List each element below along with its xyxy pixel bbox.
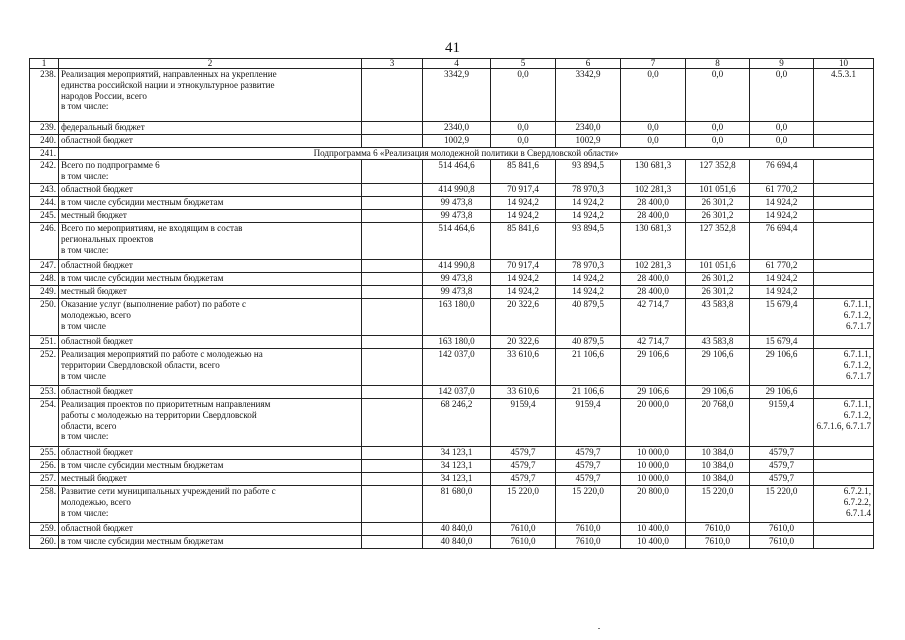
row-name: Развитие сети муниципальных учреждений по работе с молодежью, всего в том числе:	[59, 486, 362, 523]
cell-col7: 10 000,0	[621, 460, 686, 473]
cell-col7: 28 400,0	[621, 197, 686, 210]
row-name: в том числе субсидии местным бюджетам	[59, 197, 362, 210]
cell-col3	[362, 523, 423, 536]
cell-col6: 14 924,2	[556, 210, 621, 223]
cell-col7: 42 714,7	[621, 336, 686, 349]
cell-col7: 20 000,0	[621, 399, 686, 447]
table-row	[30, 486, 874, 523]
row-name: областной бюджет	[59, 260, 362, 273]
cell-col6: 3342,9	[556, 69, 621, 122]
cell-col8: 10 384,0	[686, 460, 750, 473]
row-number: 247.	[30, 260, 59, 273]
table-row	[30, 273, 874, 286]
target-codes	[814, 210, 874, 223]
cell-col9: 29 106,6	[750, 386, 814, 399]
row-number: 251.	[30, 336, 59, 349]
cell-col9: 14 924,2	[750, 210, 814, 223]
table-row	[30, 260, 874, 273]
cell-col8: 127 352,8	[686, 223, 750, 260]
cell-col5: 20 322,6	[491, 299, 556, 336]
target-codes	[814, 122, 874, 135]
target-codes	[814, 184, 874, 197]
cell-col9: 0,0	[750, 135, 814, 148]
cell-col5: 85 841,6	[491, 223, 556, 260]
row-number: 241.	[30, 148, 59, 160]
cell-col5: 85 841,6	[491, 160, 556, 184]
cell-col5: 7610,0	[491, 536, 556, 549]
cell-col8: 29 106,6	[686, 386, 750, 399]
column-number: 5	[491, 59, 556, 69]
cell-col6: 7610,0	[556, 523, 621, 536]
row-number: 246.	[30, 223, 59, 260]
cell-col6: 14 924,2	[556, 273, 621, 286]
cell-col3	[362, 399, 423, 447]
row-number: 238.	[30, 69, 59, 122]
cell-col9: 61 770,2	[750, 184, 814, 197]
cell-col4: 34 123,1	[423, 460, 491, 473]
column-number: 4	[423, 59, 491, 69]
row-number: 257.	[30, 473, 59, 486]
cell-col5: 14 924,2	[491, 273, 556, 286]
cell-col8: 101 051,6	[686, 260, 750, 273]
column-number-header	[30, 59, 874, 69]
cell-col6: 93 894,5	[556, 160, 621, 184]
cell-col9: 76 694,4	[750, 223, 814, 260]
row-number: 243.	[30, 184, 59, 197]
target-codes: 6.7.1.1, 6.7.1.2, 6.7.1.7	[814, 299, 874, 336]
subprogram-title: Подпрограмма 6 «Реализация молодежной политики в Свердловской области»	[59, 148, 874, 160]
cell-col6: 7610,0	[556, 536, 621, 549]
cell-col8: 43 583,8	[686, 299, 750, 336]
row-name: областной бюджет	[59, 135, 362, 148]
cell-col6: 14 924,2	[556, 286, 621, 299]
cell-col9: 15 220,0	[750, 486, 814, 523]
table-row	[30, 148, 874, 160]
target-codes	[814, 135, 874, 148]
row-number: 260.	[30, 536, 59, 549]
cell-col6: 40 879,5	[556, 336, 621, 349]
cell-col9: 15 679,4	[750, 299, 814, 336]
cell-col6: 40 879,5	[556, 299, 621, 336]
cell-col9: 4579,7	[750, 473, 814, 486]
cell-col3	[362, 286, 423, 299]
cell-col8: 7610,0	[686, 523, 750, 536]
row-name: местный бюджет	[59, 210, 362, 223]
cell-col8: 26 301,2	[686, 210, 750, 223]
cell-col7: 130 681,3	[621, 223, 686, 260]
row-name: областной бюджет	[59, 336, 362, 349]
cell-col7: 29 106,6	[621, 386, 686, 399]
target-codes	[814, 223, 874, 260]
cell-col6: 78 970,3	[556, 260, 621, 273]
row-name: Реализация мероприятий, направленных на укрепление единства российской нации и этнокультурное развитие народов России, всего в том числе:	[59, 69, 362, 122]
table-row	[30, 160, 874, 184]
cell-col7: 0,0	[621, 69, 686, 122]
cell-col3	[362, 460, 423, 473]
cell-col5: 0,0	[491, 69, 556, 122]
cell-col4: 99 473,8	[423, 286, 491, 299]
cell-col3	[362, 135, 423, 148]
row-number: 240.	[30, 135, 59, 148]
row-name: областной бюджет	[59, 386, 362, 399]
cell-col4: 1002,9	[423, 135, 491, 148]
target-codes	[814, 523, 874, 536]
cell-col8: 43 583,8	[686, 336, 750, 349]
cell-col4: 34 123,1	[423, 473, 491, 486]
cell-col8: 15 220,0	[686, 486, 750, 523]
cell-col4: 514 464,6	[423, 160, 491, 184]
cell-col9: 4579,7	[750, 447, 814, 460]
cell-col4: 414 990,8	[423, 184, 491, 197]
row-name: федеральный бюджет	[59, 122, 362, 135]
cell-col7: 0,0	[621, 122, 686, 135]
table-row	[30, 223, 874, 260]
row-name: местный бюджет	[59, 473, 362, 486]
row-name: Всего по мероприятиям, не входящим в состав региональных проектов в том числе:	[59, 223, 362, 260]
cell-col4: 40 840,0	[423, 523, 491, 536]
cell-col7: 42 714,7	[621, 299, 686, 336]
cell-col3	[362, 122, 423, 135]
cell-col7: 20 800,0	[621, 486, 686, 523]
cell-col7: 28 400,0	[621, 286, 686, 299]
cell-col4: 99 473,8	[423, 210, 491, 223]
table-row	[30, 210, 874, 223]
target-codes	[814, 260, 874, 273]
target-codes	[814, 536, 874, 549]
row-name: Оказание услуг (выполнение работ) по работе с молодежью, всего в том числе	[59, 299, 362, 336]
target-codes	[814, 447, 874, 460]
table-row	[30, 69, 874, 122]
page-number: 41	[445, 40, 460, 56]
cell-col3	[362, 447, 423, 460]
cell-col5: 7610,0	[491, 523, 556, 536]
column-number: 8	[686, 59, 750, 69]
row-number: 244.	[30, 197, 59, 210]
cell-col5: 4579,7	[491, 447, 556, 460]
target-codes	[814, 160, 874, 184]
row-name: областной бюджет	[59, 523, 362, 536]
cell-col9: 14 924,2	[750, 286, 814, 299]
cell-col8: 101 051,6	[686, 184, 750, 197]
cell-col8: 127 352,8	[686, 160, 750, 184]
cell-col5: 20 322,6	[491, 336, 556, 349]
cell-col5: 0,0	[491, 122, 556, 135]
table-row	[30, 184, 874, 197]
column-number: 1	[30, 59, 59, 69]
cell-col9: 29 106,6	[750, 349, 814, 386]
table-row	[30, 197, 874, 210]
cell-col7: 130 681,3	[621, 160, 686, 184]
cell-col8: 26 301,2	[686, 273, 750, 286]
row-name: областной бюджет	[59, 447, 362, 460]
row-number: 255.	[30, 447, 59, 460]
row-number: 250.	[30, 299, 59, 336]
cell-col7: 10 400,0	[621, 536, 686, 549]
cell-col7: 102 281,3	[621, 184, 686, 197]
table-row	[30, 447, 874, 460]
cell-col5: 33 610,6	[491, 349, 556, 386]
cell-col5: 4579,7	[491, 473, 556, 486]
row-number: 245.	[30, 210, 59, 223]
row-name: в том числе субсидии местным бюджетам	[59, 273, 362, 286]
cell-col6: 78 970,3	[556, 184, 621, 197]
cell-col5: 70 917,4	[491, 184, 556, 197]
cell-col9: 0,0	[750, 122, 814, 135]
target-codes	[814, 386, 874, 399]
cell-col9: 4579,7	[750, 460, 814, 473]
column-number: 10	[814, 59, 874, 69]
table-row	[30, 336, 874, 349]
row-number: 259.	[30, 523, 59, 536]
cell-col3	[362, 536, 423, 549]
table-row	[30, 473, 874, 486]
cell-col8: 10 384,0	[686, 447, 750, 460]
cell-col7: 28 400,0	[621, 273, 686, 286]
cell-col5: 33 610,6	[491, 386, 556, 399]
row-number: 256.	[30, 460, 59, 473]
cell-col5: 14 924,2	[491, 197, 556, 210]
cell-col3	[362, 273, 423, 286]
cell-col6: 9159,4	[556, 399, 621, 447]
table-row	[30, 386, 874, 399]
row-number: 253.	[30, 386, 59, 399]
cell-col6: 93 894,5	[556, 223, 621, 260]
row-number: 258.	[30, 486, 59, 523]
cell-col3	[362, 260, 423, 273]
row-number: 252.	[30, 349, 59, 386]
row-number: 248.	[30, 273, 59, 286]
cell-col9: 7610,0	[750, 523, 814, 536]
cell-col9: 15 679,4	[750, 336, 814, 349]
cell-col7: 102 281,3	[621, 260, 686, 273]
cell-col4: 163 180,0	[423, 299, 491, 336]
cell-col3	[362, 486, 423, 523]
row-name: местный бюджет	[59, 286, 362, 299]
table-row	[30, 460, 874, 473]
cell-col4: 68 246,2	[423, 399, 491, 447]
cell-col7: 29 106,6	[621, 349, 686, 386]
cell-col6: 4579,7	[556, 473, 621, 486]
cell-col8: 0,0	[686, 135, 750, 148]
cell-col4: 163 180,0	[423, 336, 491, 349]
cell-col3	[362, 197, 423, 210]
target-codes	[814, 473, 874, 486]
table-row	[30, 399, 874, 447]
cell-col6: 1002,9	[556, 135, 621, 148]
table-row	[30, 536, 874, 549]
cell-col9: 14 924,2	[750, 273, 814, 286]
cell-col6: 21 106,6	[556, 349, 621, 386]
table-row	[30, 135, 874, 148]
cell-col5: 0,0	[491, 135, 556, 148]
column-number: 2	[59, 59, 362, 69]
row-name: Реализация проектов по приоритетным направлениям работы с молодежью на территории Свердловской области, всего в том числе:	[59, 399, 362, 447]
cell-col4: 81 680,0	[423, 486, 491, 523]
target-codes: 6.7.1.1, 6.7.1.2, 6.7.1.6, 6.7.1.7	[814, 399, 874, 447]
cell-col3	[362, 160, 423, 184]
cell-col6: 2340,0	[556, 122, 621, 135]
cell-col6: 15 220,0	[556, 486, 621, 523]
cell-col8: 26 301,2	[686, 197, 750, 210]
cell-col9: 14 924,2	[750, 197, 814, 210]
target-codes	[814, 197, 874, 210]
table-row	[30, 299, 874, 336]
row-name: в том числе субсидии местным бюджетам	[59, 460, 362, 473]
table-row	[30, 122, 874, 135]
cell-col8: 26 301,2	[686, 286, 750, 299]
column-number: 6	[556, 59, 621, 69]
cell-col3	[362, 223, 423, 260]
row-name: в том числе субсидии местным бюджетам	[59, 536, 362, 549]
row-name: Всего по подпрограмме 6 в том числе:	[59, 160, 362, 184]
cell-col8: 20 768,0	[686, 399, 750, 447]
cell-col7: 28 400,0	[621, 210, 686, 223]
cell-col4: 99 473,8	[423, 197, 491, 210]
cell-col4: 142 037,0	[423, 386, 491, 399]
row-name: областной бюджет	[59, 184, 362, 197]
scan-speck	[598, 628, 600, 629]
target-codes	[814, 273, 874, 286]
cell-col8: 29 106,6	[686, 349, 750, 386]
cell-col5: 70 917,4	[491, 260, 556, 273]
row-name: Реализация мероприятий по работе с молодежью на территории Свердловской области, всего в том числе	[59, 349, 362, 386]
cell-col5: 15 220,0	[491, 486, 556, 523]
cell-col4: 99 473,8	[423, 273, 491, 286]
target-codes	[814, 286, 874, 299]
table-row	[30, 349, 874, 386]
cell-col5: 14 924,2	[491, 210, 556, 223]
cell-col8: 0,0	[686, 122, 750, 135]
column-number: 9	[750, 59, 814, 69]
cell-col6: 21 106,6	[556, 386, 621, 399]
target-codes: 6.7.1.1, 6.7.1.2, 6.7.1.7	[814, 349, 874, 386]
target-codes: 4.5.3.1	[814, 69, 874, 122]
cell-col9: 61 770,2	[750, 260, 814, 273]
row-number: 239.	[30, 122, 59, 135]
table-row	[30, 286, 874, 299]
row-number: 242.	[30, 160, 59, 184]
cell-col3	[362, 386, 423, 399]
cell-col8: 0,0	[686, 69, 750, 122]
cell-col4: 40 840,0	[423, 536, 491, 549]
cell-col9: 0,0	[750, 69, 814, 122]
cell-col3	[362, 69, 423, 122]
cell-col4: 414 990,8	[423, 260, 491, 273]
cell-col6: 4579,7	[556, 447, 621, 460]
cell-col9: 7610,0	[750, 536, 814, 549]
target-codes: 6.7.2.1, 6.7.2.2, 6.7.1.4	[814, 486, 874, 523]
row-number: 254.	[30, 399, 59, 447]
cell-col3	[362, 336, 423, 349]
target-codes	[814, 460, 874, 473]
cell-col6: 4579,7	[556, 460, 621, 473]
cell-col8: 7610,0	[686, 536, 750, 549]
cell-col9: 9159,4	[750, 399, 814, 447]
table-row	[30, 523, 874, 536]
cell-col5: 14 924,2	[491, 286, 556, 299]
cell-col7: 10 400,0	[621, 523, 686, 536]
cell-col3	[362, 473, 423, 486]
cell-col5: 4579,7	[491, 460, 556, 473]
budget-table	[29, 58, 874, 549]
cell-col4: 3342,9	[423, 69, 491, 122]
cell-col6: 14 924,2	[556, 197, 621, 210]
cell-col4: 142 037,0	[423, 349, 491, 386]
cell-col3	[362, 210, 423, 223]
cell-col9: 76 694,4	[750, 160, 814, 184]
cell-col4: 514 464,6	[423, 223, 491, 260]
cell-col7: 0,0	[621, 135, 686, 148]
target-codes	[814, 336, 874, 349]
column-number: 3	[362, 59, 423, 69]
cell-col3	[362, 184, 423, 197]
cell-col8: 10 384,0	[686, 473, 750, 486]
cell-col5: 9159,4	[491, 399, 556, 447]
cell-col4: 2340,0	[423, 122, 491, 135]
row-number: 249.	[30, 286, 59, 299]
cell-col7: 10 000,0	[621, 473, 686, 486]
column-number: 7	[621, 59, 686, 69]
cell-col3	[362, 349, 423, 386]
cell-col4: 34 123,1	[423, 447, 491, 460]
cell-col3	[362, 299, 423, 336]
cell-col7: 10 000,0	[621, 447, 686, 460]
